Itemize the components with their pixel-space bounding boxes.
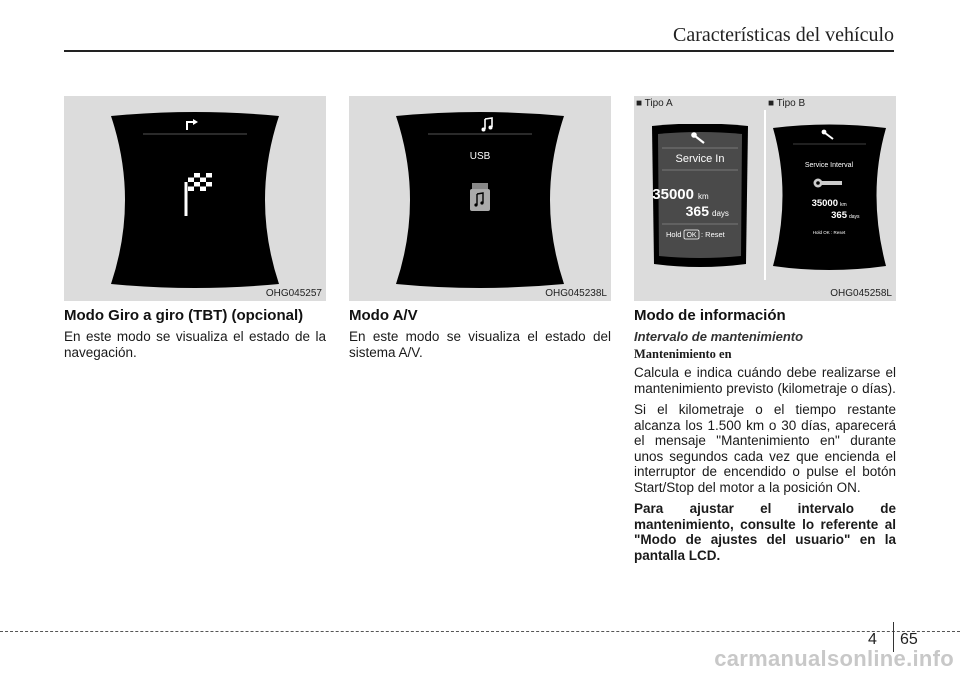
tbt-display xyxy=(103,110,287,290)
body-text: Calcula e indica cuándo debe realizarse el mantenimiento previsto (kilometraje o días). xyxy=(634,365,896,396)
usb-music-icon xyxy=(470,183,490,211)
chapter-number: 4 xyxy=(868,631,877,648)
usb-label: USB xyxy=(469,151,491,162)
type-b-label: ■ Tipo B xyxy=(768,98,806,109)
section-heading: Modo de información xyxy=(634,307,786,324)
type-a-label: ■ Tipo A xyxy=(636,98,673,109)
body-text: En este modo se visualiza el estado de la navegación. xyxy=(64,329,326,360)
section-info xyxy=(634,307,896,569)
km-unit: km xyxy=(698,192,709,201)
figure-tbt xyxy=(64,96,326,301)
page-number: 65 xyxy=(900,631,918,648)
reset-label: : Reset xyxy=(701,230,725,239)
watermark: carmanualsonline.info xyxy=(714,646,954,671)
ok-key-label: OK xyxy=(686,232,697,239)
figure-divider xyxy=(764,110,766,280)
section-av xyxy=(349,307,611,366)
body-text-bold: Para ajustar el intervalo de mantenimiento, consulte lo referente al "Modo de ajustes del usuario" en la pantalla LCD. xyxy=(634,501,896,563)
section-subheading: Intervalo de mantenimiento xyxy=(634,329,804,344)
service-display-type-b xyxy=(767,124,892,274)
figure-code: OHG045238L xyxy=(545,288,607,299)
service-in-title: Service In xyxy=(675,153,725,165)
km-value: 35000 xyxy=(652,186,694,203)
hold-reset-label: Hold OK : Reset xyxy=(812,230,846,235)
days-unit: days xyxy=(712,209,729,218)
section-heading: Modo Giro a giro (TBT) (opcional) xyxy=(64,307,304,324)
hold-label: Hold xyxy=(666,230,682,239)
km-unit: km xyxy=(840,202,847,208)
message-label: Mantenimiento en xyxy=(634,347,732,361)
page-header-title: Características del vehículo xyxy=(672,24,894,46)
service-display-type-a xyxy=(650,124,750,274)
days-value: 365 xyxy=(685,203,709,219)
days-value: 365 xyxy=(831,210,847,221)
figure-av xyxy=(349,96,611,301)
section-tbt xyxy=(64,307,326,366)
body-text: Si el kilometraje o el tiempo restante alcanza los 1.500 km o 30 días, aparecerá el mensaje "Mantenimiento en" durante unos segundos cada vez que encienda el interruptor de encendido o pulse el botón Start/Stop del motor a la posición ON. xyxy=(634,402,896,495)
footer-rule xyxy=(0,631,960,632)
av-display xyxy=(388,110,572,290)
service-interval-title: Service Interval xyxy=(804,162,854,169)
header-rule xyxy=(64,50,894,52)
section-heading: Modo A/V xyxy=(349,307,418,324)
body-text: En este modo se visualiza el estado del sistema A/V. xyxy=(349,329,611,360)
km-value: 35000 xyxy=(811,198,838,209)
figure-code: OHG045258L xyxy=(830,288,892,299)
days-unit: days xyxy=(849,214,860,220)
figure-code: OHG045257 xyxy=(265,288,322,299)
